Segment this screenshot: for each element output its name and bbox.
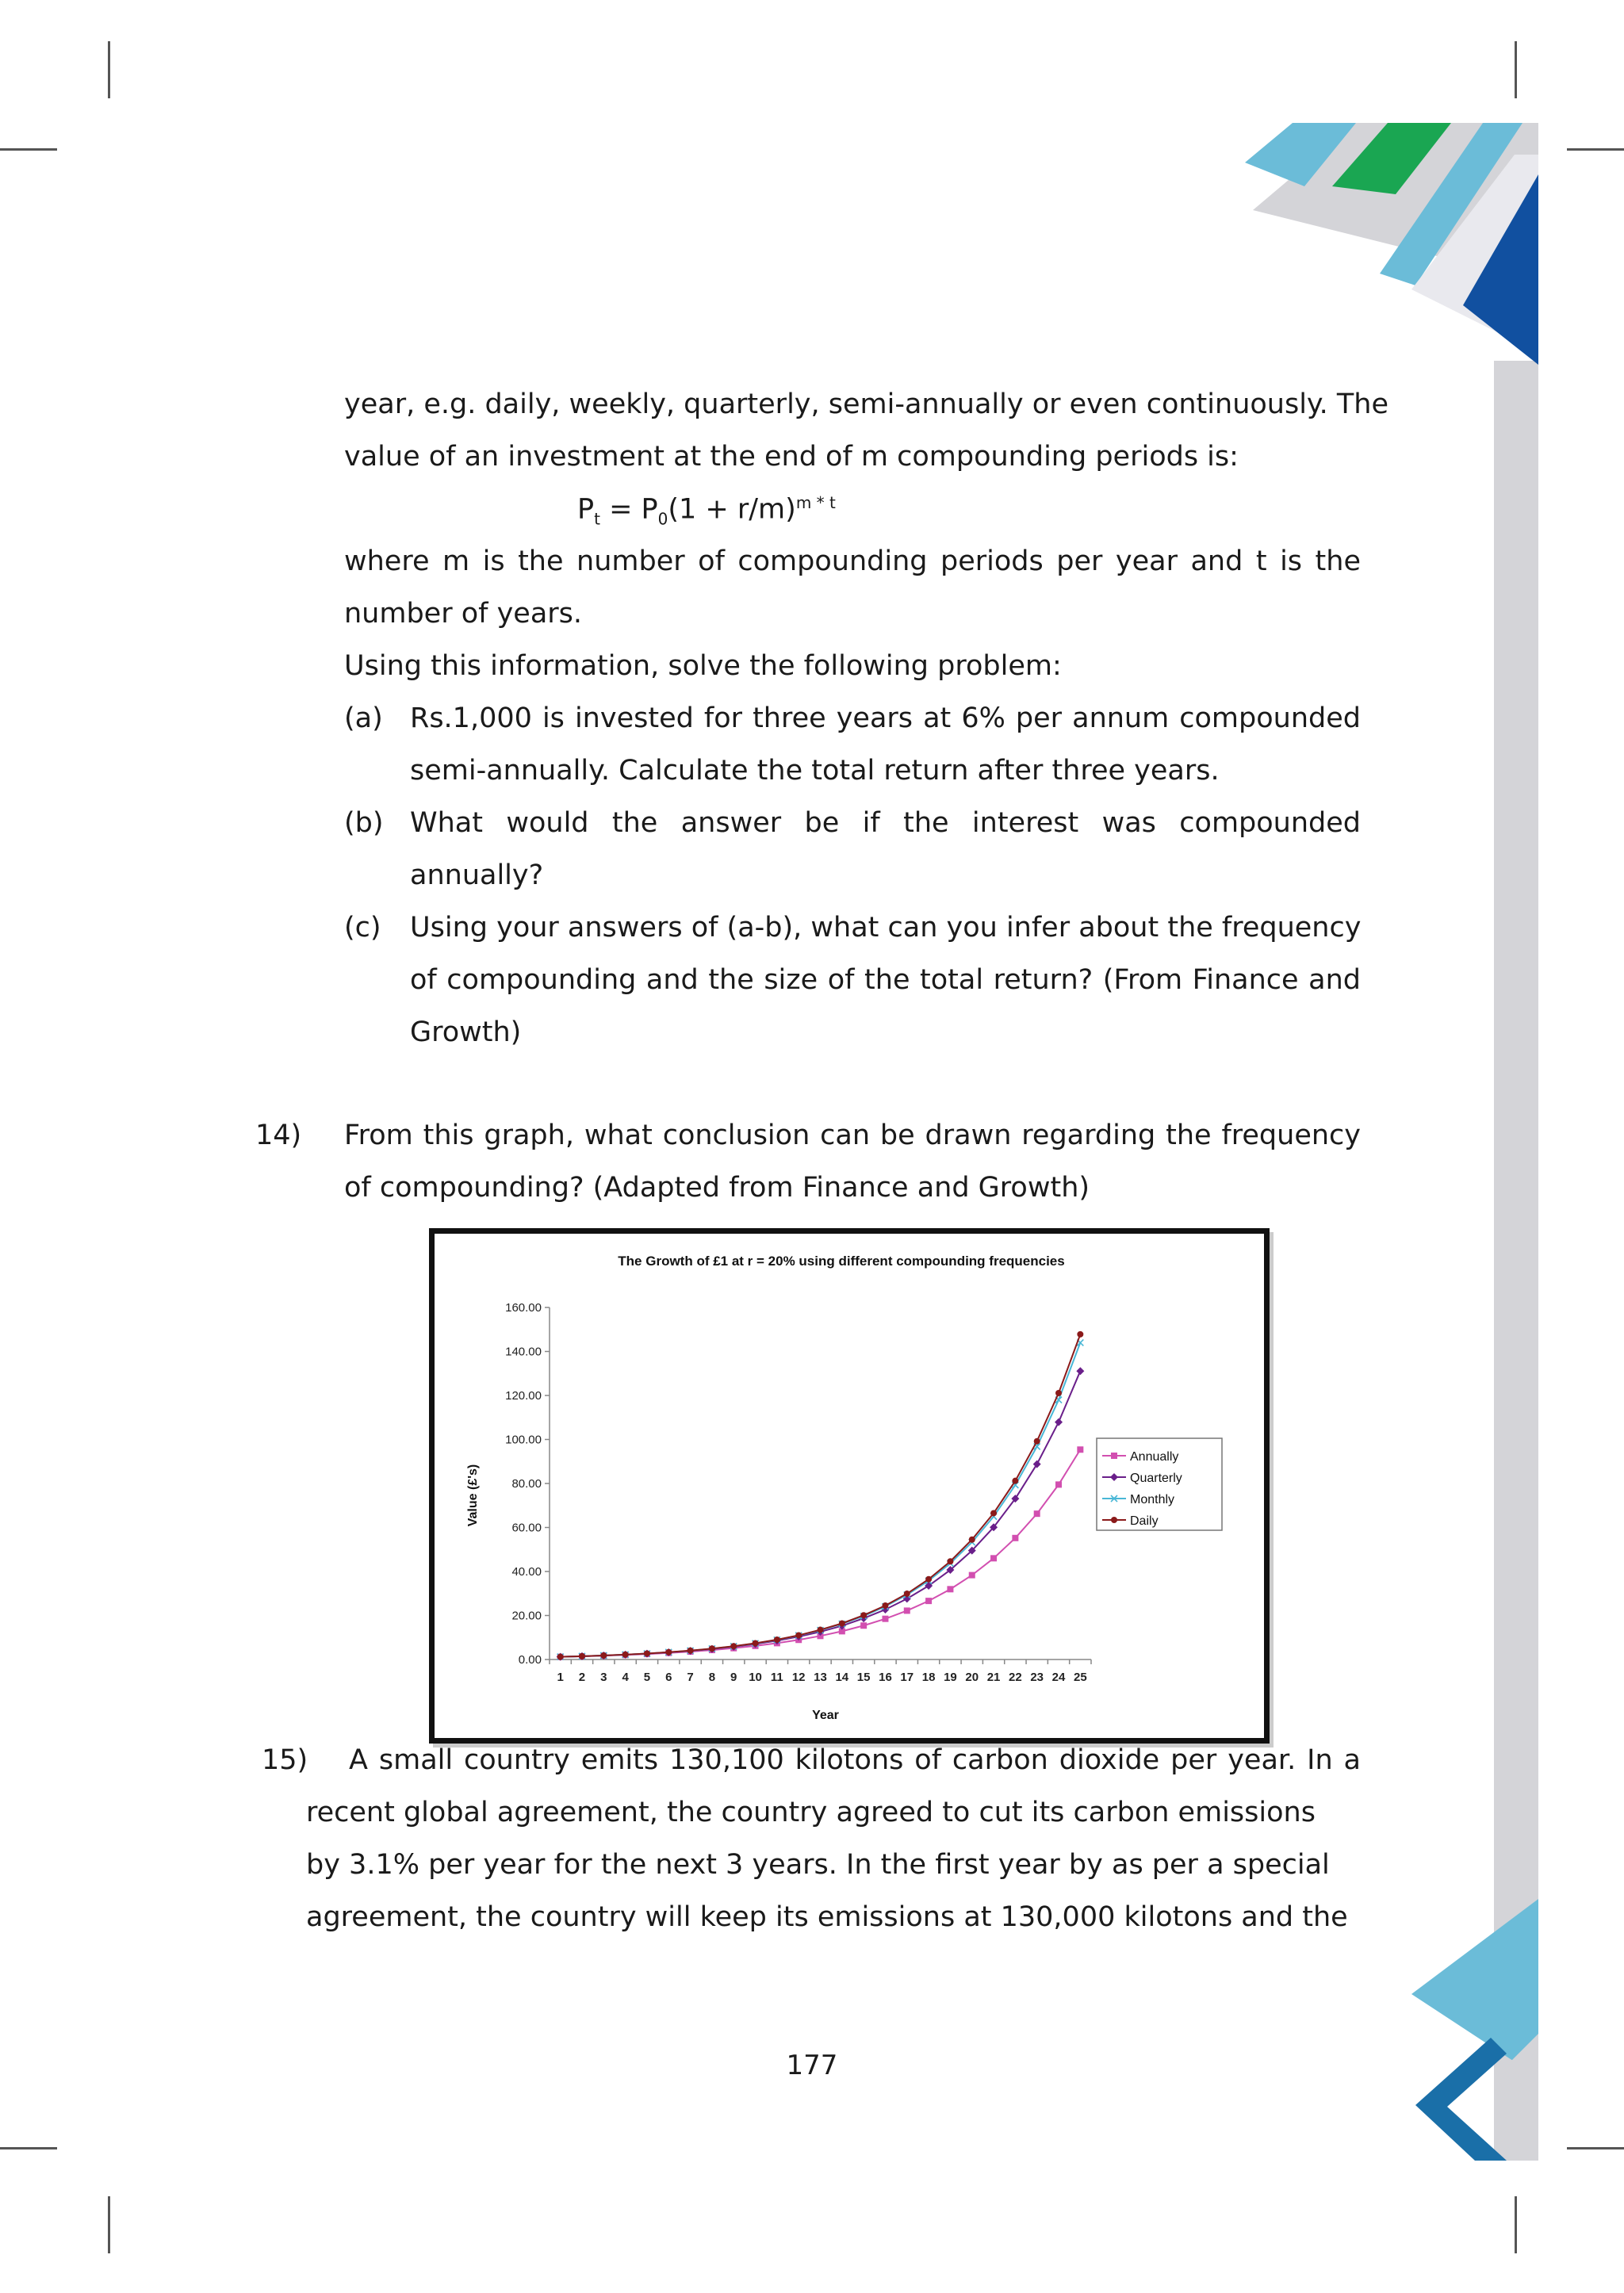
y-tick-label: 20.00 [511,1609,542,1623]
question-line: of compounding? (Adapted from Finance and Growth) [344,1172,1090,1204]
data-point-daily [818,1627,824,1633]
crop-mark [108,2196,110,2253]
data-point-daily [774,1636,780,1643]
question-line: A small country emits 130,100 kilotons of carbon dioxide per year. In a [349,1744,1361,1776]
y-tick-label: 160.00 [505,1301,542,1315]
part-line: Using your answers of (a-b), what can you infer about the frequency [410,912,1362,944]
data-point-daily [1077,1331,1083,1338]
data-point-daily [904,1591,910,1597]
crop-mark [0,148,57,151]
data-point-daily [925,1576,932,1583]
x-tick-label: 8 [708,1671,716,1684]
data-point-annually [1012,1535,1018,1541]
data-point-daily [969,1537,975,1543]
data-point-quarterly [1055,1418,1063,1426]
chart-title: The Growth of £1 at r = 20% using different compounding frequencies [618,1254,1065,1269]
part-line: What would the answer be if the interest was compounded [410,807,1361,839]
data-point-annually [882,1616,888,1622]
formula: $P_t = P_0(1 + r/m)^{m * t}$ [577,493,836,529]
data-point-annually [860,1622,867,1629]
x-tick-label: 23 [1030,1671,1044,1684]
x-tick-label: 10 [749,1671,762,1684]
question-line: agreement, the country will keep its emissions at 130,000 kilotons and the [306,1901,1348,1933]
x-tick-label: 16 [879,1671,892,1684]
part-line: semi-annually. Calculate the total return after three years. [410,755,1220,787]
crop-mark [1515,2196,1517,2253]
data-point-daily [557,1654,564,1660]
question-number: 14) [255,1120,302,1151]
crop-mark [1515,41,1517,98]
part-line: annually? [410,859,544,891]
question-number: 15) [262,1744,308,1776]
data-point-daily [860,1612,867,1618]
data-point-daily [730,1643,737,1649]
corner-decoration-bottom [1411,1899,1538,2161]
part-line: Growth) [410,1016,522,1048]
part-label: (a) [344,702,383,734]
y-tick-label: 60.00 [511,1521,542,1535]
data-point-annually [904,1607,910,1614]
intro-line: where m is the number of compounding periods per year and t is the [344,545,1361,577]
data-point-daily [665,1649,672,1656]
data-point-daily [990,1510,997,1516]
series-line-annually [561,1449,1081,1656]
x-axis-label: Year [812,1709,839,1722]
legend-label: Daily [1130,1514,1159,1528]
data-point-annually [947,1586,953,1592]
y-tick-label: 0.00 [518,1653,542,1667]
y-tick-label: 140.00 [505,1345,542,1359]
data-point-daily [753,1640,759,1646]
data-point-daily [622,1652,629,1658]
question-line: by 3.1% per year for the next 3 years. In the first year by as per a special [306,1849,1330,1881]
data-point-daily [600,1652,607,1659]
y-tick-label: 120.00 [505,1389,542,1403]
data-point-daily [579,1653,585,1659]
data-point-annually [1077,1446,1083,1453]
intro-line: year, e.g. daily, weekly, quarterly, semi-annually or even continuously. The [344,389,1388,420]
legend-label: Quarterly [1130,1472,1182,1485]
x-tick-label: 25 [1073,1671,1087,1684]
data-point-daily [795,1632,802,1638]
y-tick-label: 80.00 [511,1477,542,1491]
data-point-daily [1055,1390,1062,1396]
crop-mark [1567,148,1624,151]
data-point-daily [1034,1438,1040,1445]
data-point-daily [839,1620,845,1626]
question-line: From this graph, what conclusion can be drawn regarding the frequency [344,1120,1361,1151]
chart-canvas [435,1234,1264,1738]
part-label: (b) [344,807,384,839]
data-point-annually [1055,1481,1062,1487]
x-tick-label: 12 [791,1671,806,1684]
crop-mark [108,41,110,98]
x-tick-label: 17 [900,1671,914,1684]
part-line: of compounding and the size of the total return? (From Finance and [410,964,1361,996]
x-tick-label: 21 [986,1671,1001,1684]
x-tick-label: 19 [944,1671,957,1684]
x-tick-label: 7 [687,1671,694,1684]
data-point-daily [709,1645,715,1652]
page-number: 177 [786,2050,838,2081]
legend-marker [1111,1453,1117,1459]
x-tick-label: 6 [665,1671,672,1684]
legend-label: Monthly [1130,1493,1175,1506]
data-point-daily [644,1650,650,1656]
growth-chart [429,1228,1270,1744]
question-line: recent global agreement, the country agreed to cut its carbon emissions [306,1797,1316,1828]
series-line-daily [561,1334,1081,1657]
x-tick-label: 20 [965,1671,979,1684]
x-tick-label: 24 [1051,1671,1066,1684]
crop-mark [0,2147,57,2149]
part-label: (c) [344,912,381,944]
x-tick-label: 5 [643,1671,651,1684]
data-point-annually [990,1555,997,1561]
data-point-daily [1012,1478,1018,1484]
part-line: Rs.1,000 is invested for three years at 6% per annum compounded [410,702,1361,734]
x-tick-label: 3 [600,1671,607,1684]
data-point-quarterly [1076,1367,1084,1375]
crop-mark [1567,2147,1624,2149]
data-point-quarterly [1033,1460,1041,1468]
legend-marker [1111,1517,1117,1523]
data-point-annually [925,1598,932,1604]
y-tick-label: 100.00 [505,1433,542,1447]
x-tick-label: 18 [921,1671,936,1684]
data-point-annually [1034,1510,1040,1517]
intro-line: number of years. [344,598,583,630]
data-point-daily [688,1648,694,1654]
intro-line: Using this information, solve the following problem: [344,650,1062,682]
x-tick-label: 2 [578,1671,586,1684]
data-point-daily [882,1602,888,1609]
y-axis-label: Value (£'s) [466,1464,480,1527]
data-point-daily [947,1558,953,1564]
x-tick-label: 14 [835,1671,849,1684]
x-tick-label: 22 [1009,1671,1022,1684]
x-tick-label: 9 [730,1671,737,1684]
x-tick-label: 1 [557,1671,564,1684]
x-tick-label: 11 [770,1671,783,1684]
intro-line: value of an investment at the end of m compounding periods is: [344,441,1239,473]
data-point-annually [969,1572,975,1579]
x-tick-label: 13 [814,1671,827,1684]
series-line-quarterly [561,1371,1081,1656]
x-tick-label: 4 [622,1671,629,1684]
x-tick-label: 15 [856,1671,871,1684]
y-tick-label: 40.00 [511,1565,542,1579]
legend-label: Annually [1130,1450,1179,1464]
